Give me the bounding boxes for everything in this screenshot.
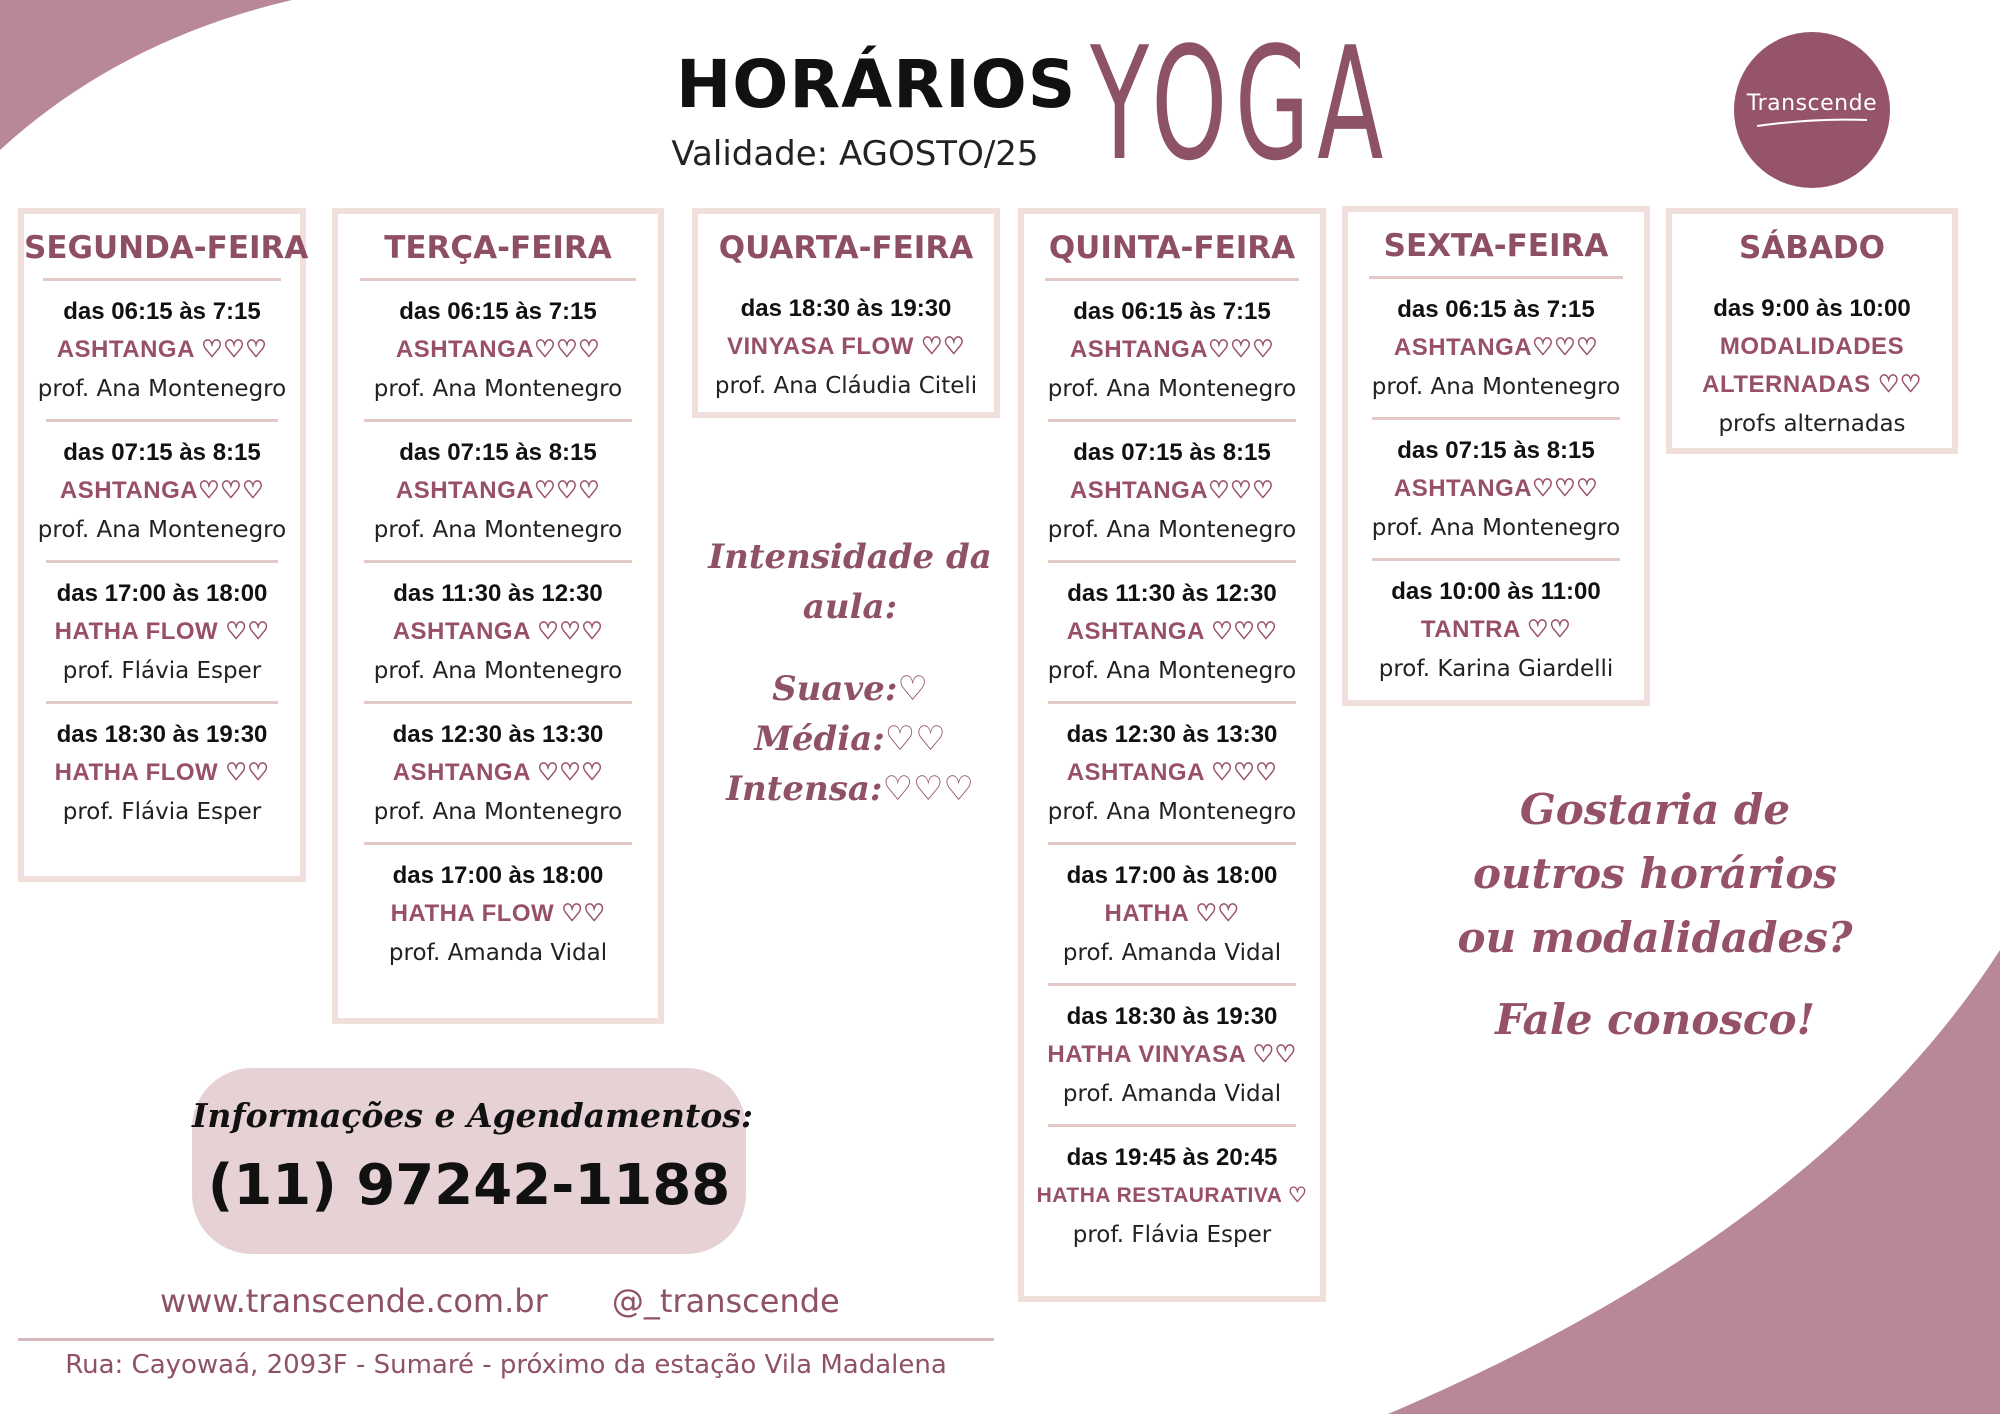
phone-number[interactable]: (11) 97242-1188 xyxy=(207,1153,731,1218)
slot-class: ASHTANGA♡♡♡ xyxy=(59,477,265,504)
slot-time: das 17:00 às 18:00 xyxy=(1066,862,1278,889)
class-slot xyxy=(338,845,658,983)
slot-teacher: prof. Ana Montenegro xyxy=(1371,515,1621,541)
instagram-handle[interactable]: @_transcende xyxy=(611,1282,840,1320)
slot-time: das 06:15 às 7:15 xyxy=(1073,298,1271,325)
class-slot xyxy=(24,563,300,701)
slot-class: ASHTANGA ♡♡♡ xyxy=(1066,759,1278,786)
class-slot xyxy=(1024,845,1320,983)
slot-class: HATHA FLOW ♡♡ xyxy=(390,900,606,927)
day-card-sabado xyxy=(1666,208,1958,454)
day-card-segunda xyxy=(18,208,309,882)
slot-time: das 07:15 às 8:15 xyxy=(1073,439,1271,466)
slot-teacher: profs alternadas xyxy=(1718,411,1906,437)
class-slot xyxy=(1024,1127,1320,1265)
top-left-corner-shape xyxy=(0,0,292,150)
slot-teacher: prof. Flávia Esper xyxy=(62,658,262,684)
logo-swoosh-icon xyxy=(1753,116,1871,130)
validity-text: Validade: AGOSTO/25 xyxy=(671,134,1039,174)
slot-teacher: prof. Amanda Vidal xyxy=(1062,940,1282,966)
slot-class: ASHTANGA ♡♡♡ xyxy=(56,336,268,363)
slot-time: das 06:15 às 7:15 xyxy=(1397,296,1595,323)
intensity-legend xyxy=(690,532,1010,814)
class-slot xyxy=(1024,704,1320,842)
slot-teacher: prof. Ana Montenegro xyxy=(373,376,623,402)
slot-time: das 18:30 às 19:30 xyxy=(56,721,268,748)
slot-time: das 11:30 às 12:30 xyxy=(393,580,603,607)
intensity-title-line2: aula: xyxy=(802,587,898,627)
slot-teacher: prof. Ana Montenegro xyxy=(1047,799,1297,825)
day-card-sexta xyxy=(1342,206,1650,706)
slot-time: das 18:30 às 19:30 xyxy=(740,295,952,322)
slot-time: das 19:45 às 20:45 xyxy=(1066,1144,1278,1171)
slot-time: das 9:00 às 10:00 xyxy=(1713,295,1911,322)
class-slot xyxy=(1024,563,1320,701)
slot-teacher: prof. Amanda Vidal xyxy=(388,940,608,966)
class-slot xyxy=(24,422,300,560)
slot-teacher: prof. Ana Montenegro xyxy=(373,658,623,684)
info-box xyxy=(192,1068,754,1254)
day-title: SEXTA-FEIRA xyxy=(1383,228,1609,264)
intensity-intensa: Intensa:♡♡♡ xyxy=(726,769,974,809)
day-title: TERÇA-FEIRA xyxy=(384,230,612,266)
website-link[interactable]: www.transcende.com.br xyxy=(160,1282,548,1320)
slot-teacher: prof. Ana Montenegro xyxy=(1047,517,1297,543)
class-slot xyxy=(338,704,658,842)
slot-teacher: prof. Flávia Esper xyxy=(62,799,262,825)
slot-class: HATHA VINYASA ♡♡ xyxy=(1047,1041,1297,1068)
class-slot xyxy=(1672,278,1952,454)
slot-time: das 07:15 às 8:15 xyxy=(63,439,261,466)
class-slot xyxy=(1024,281,1320,419)
slot-teacher: prof. Amanda Vidal xyxy=(1062,1081,1282,1107)
slot-teacher: prof. Ana Montenegro xyxy=(37,376,287,402)
slot-time: das 12:30 às 13:30 xyxy=(392,721,604,748)
slot-class: HATHA FLOW ♡♡ xyxy=(54,759,270,786)
slot-teacher: prof. Ana Montenegro xyxy=(373,799,623,825)
slot-time: das 17:00 às 18:00 xyxy=(56,580,268,607)
slot-class: HATHA RESTAURATIVA ♡ xyxy=(1036,1184,1308,1207)
slot-time: das 17:00 às 18:00 xyxy=(392,862,604,889)
yoga-heading: YOGA xyxy=(1090,13,1391,195)
slot-class: TANTRA ♡♡ xyxy=(1420,616,1572,643)
slot-time: das 07:15 às 8:15 xyxy=(399,439,597,466)
cta-line: Gostaria de xyxy=(1519,785,1791,834)
contact-call-to-action xyxy=(1440,778,1870,1052)
slot-class: ASHTANGA♡♡♡ xyxy=(1393,334,1599,361)
class-slot xyxy=(24,281,300,419)
logo-text: Transcende xyxy=(1746,90,1878,116)
slot-time: das 11:30 às 12:30 xyxy=(1067,580,1277,607)
class-slot xyxy=(338,422,658,560)
slot-class: HATHA FLOW ♡♡ xyxy=(54,618,270,645)
slot-teacher: prof. Ana Montenegro xyxy=(1047,658,1297,684)
class-slot xyxy=(1348,561,1644,699)
class-slot xyxy=(1024,986,1320,1124)
class-slot xyxy=(338,563,658,701)
slot-teacher: prof. Ana Montenegro xyxy=(373,517,623,543)
page-title: HORÁRIOS xyxy=(676,46,1077,123)
day-title: SÁBADO xyxy=(1738,230,1886,266)
slot-class: VINYASA FLOW ♡♡ xyxy=(726,333,966,360)
day-card-terca xyxy=(332,208,664,1024)
class-slot xyxy=(1024,422,1320,560)
slot-class: ASHTANGA ♡♡♡ xyxy=(392,759,604,786)
slot-class: ASHTANGA♡♡♡ xyxy=(1393,475,1599,502)
cta-line: ou modalidades? xyxy=(1457,913,1853,962)
slot-time: das 12:30 às 13:30 xyxy=(1066,721,1278,748)
slot-time: das 18:30 às 19:30 xyxy=(1066,1003,1278,1030)
day-title: SEGUNDA-FEIRA xyxy=(24,230,309,266)
slot-teacher: prof. Ana Montenegro xyxy=(37,517,287,543)
class-slot xyxy=(338,281,658,419)
slot-time: das 06:15 às 7:15 xyxy=(63,298,261,325)
slot-time: das 07:15 às 8:15 xyxy=(1397,437,1595,464)
transcende-logo xyxy=(1734,32,1890,188)
slot-class: ASHTANGA♡♡♡ xyxy=(395,336,601,363)
class-slot xyxy=(1348,420,1644,558)
slot-teacher: prof. Ana Cláudia Citeli xyxy=(714,373,978,399)
day-card-quinta xyxy=(1018,208,1326,1302)
intensity-media: Média:♡♡ xyxy=(754,719,946,759)
cta-line: Fale conosco! xyxy=(1495,995,1815,1044)
address-text: Rua: Cayowaá, 2093F - Sumaré - próximo da estação Vila Madalena xyxy=(65,1350,947,1380)
slot-class: HATHA ♡♡ xyxy=(1104,900,1240,927)
slot-teacher: prof. Ana Montenegro xyxy=(1371,374,1621,400)
day-title: QUINTA-FEIRA xyxy=(1048,230,1296,266)
slot-teacher: prof. Flávia Esper xyxy=(1072,1222,1272,1248)
slot-class: ASHTANGA ♡♡♡ xyxy=(392,618,604,645)
slot-class: MODALIDADES xyxy=(1719,333,1905,360)
footer-divider xyxy=(18,1338,994,1341)
info-title: Informações e Agendamentos: xyxy=(192,1096,754,1135)
footer-links xyxy=(160,1282,840,1320)
day-card-quarta xyxy=(692,208,1000,418)
slot-class: ASHTANGA♡♡♡ xyxy=(1069,477,1275,504)
slot-class: ASHTANGA♡♡♡ xyxy=(395,477,601,504)
cta-line: outros horários xyxy=(1473,849,1837,898)
slot-class: ASHTANGA♡♡♡ xyxy=(1069,336,1275,363)
class-slot xyxy=(698,278,994,416)
slot-time: das 06:15 às 7:15 xyxy=(399,298,597,325)
class-slot xyxy=(1348,279,1644,417)
intensity-suave: Suave:♡ xyxy=(772,669,928,709)
day-title: QUARTA-FEIRA xyxy=(718,230,974,266)
intensity-title-line1: Intensidade da xyxy=(708,537,992,577)
slot-teacher: prof. Karina Giardelli xyxy=(1378,656,1614,682)
slot-class-line2: ALTERNADAS ♡♡ xyxy=(1702,371,1922,398)
slot-teacher: prof. Ana Montenegro xyxy=(1047,376,1297,402)
slot-time: das 10:00 às 11:00 xyxy=(1391,578,1601,605)
slot-class: ASHTANGA ♡♡♡ xyxy=(1066,618,1278,645)
class-slot xyxy=(24,704,300,842)
